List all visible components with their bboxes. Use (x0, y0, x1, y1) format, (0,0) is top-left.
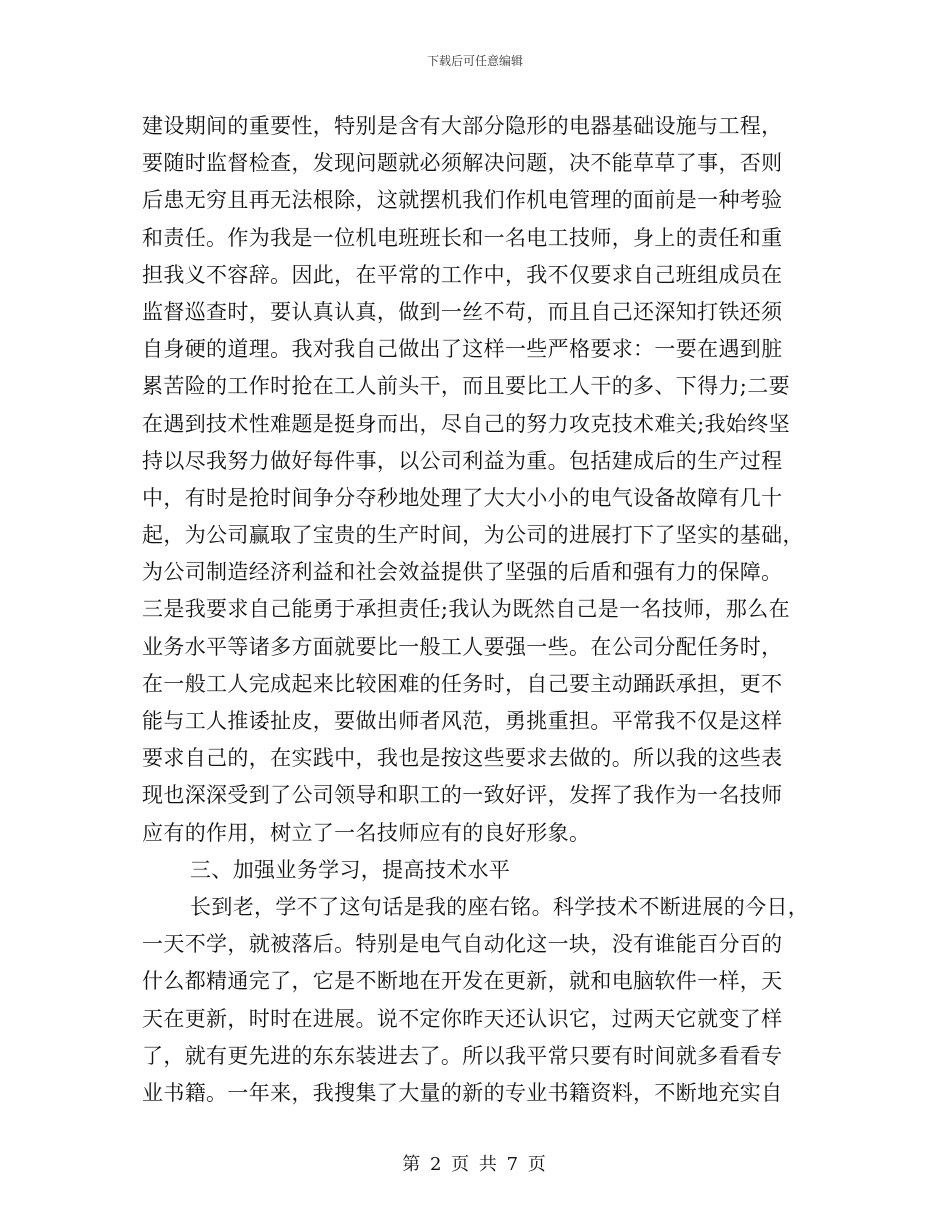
page-header: 下载后可任意编辑 (426, 54, 523, 68)
section-heading: 三、加强业务学习，提高技术水平 (190, 857, 511, 882)
body-line: 能与工人推诿扯皮，要做出师者风范，勇挑重担。平常我不仅是这样 (142, 709, 783, 733)
body-line: 监督巡查时，要认真认真，做到一丝不苟，而且自己还深知打铁还须 (142, 299, 783, 324)
body-line: 建设期间的重要性，特别是含有大部分隐形的电器基础设施与工程， (142, 114, 783, 138)
body-line: 要随时监督检查，发现问题就必须解决问题，决不能草草了事，否则 (142, 151, 783, 176)
page-number: 第 2 页 共 7 页 (402, 1154, 548, 1175)
document-body (142, 108, 812, 1112)
body-line: 了，就有更先进的东东装进去了。所以我平常只要有时间就多看看专 (142, 1043, 783, 1068)
body-line: 现也深深受到了公司领导和职工的一致好评，发挥了我作为一名技师 (142, 783, 783, 808)
body-line: 在一般工人完成起来比较困难的任务时，自己要主动踊跃承担，更不 (142, 671, 783, 696)
body-line: 在遇到技术性难题是挺身而出，尽自己的努力攻克技术难关;我始终坚 (142, 411, 790, 436)
body-line: 中，有时是抢时间争分夺秒地处理了大大小小的电气设备故障有几十 (142, 485, 783, 510)
body-line: 业务水平等诸多方面就要比一般工人要强一些。在公司分配任务时， (142, 634, 783, 659)
body-line: 什么都精通完了，它是不断地在开发在更新，就和电脑软件一样，天 (142, 969, 783, 994)
body-line: 一天不学，就被落后。特别是电气自动化这一块，没有谁能百分百的 (142, 932, 783, 957)
body-line: 三是我要求自己能勇于承担责任;我认为既然自己是一名技师，那么在 (142, 597, 790, 622)
body-line: 长到老，学不了这句话是我的座右铭。科学技术不断进展的今日， (190, 894, 810, 919)
body-line: 要求自己的，在实践中，我也是按这些要求去做的。所以我的这些表 (142, 746, 783, 771)
body-line: 和责任。作为我是一位机电班班长和一名电工技师，身上的责任和重 (142, 225, 783, 250)
body-line: 起，为公司赢取了宝贵的生产时间，为公司的进展打下了坚实的基础， (142, 523, 804, 548)
body-line: 天在更新，时时在进展。说不定你昨天还认识它，过两天它就变了样 (142, 1006, 783, 1031)
body-line: 持以尽我努力做好每件事，以公司利益为重。包括建成后的生产过程 (142, 448, 783, 473)
body-line: 累苦险的工作时抢在工人前头干，而且要比工人干的多、下得力;二要 (142, 374, 790, 399)
body-line: 业书籍。一年来，我搜集了大量的新的专业书籍资料，不断地充实自 (142, 1080, 783, 1105)
body-line: 自身硬的道理。我对我自己做出了这样一些严格要求：一要在遇到脏 (142, 337, 783, 362)
body-line: 为公司制造经济利益和社会效益提供了坚强的后盾和强有力的保障。 (142, 560, 783, 585)
body-line: 后患无穷且再无法根除，这就摆机我们作机电管理的面前是一种考验 (142, 188, 783, 213)
body-line: 担我义不容辞。因此，在平常的工作中，我不仅要求自己班组成员在 (142, 262, 783, 287)
body-line: 应有的作用，树立了一名技师应有的良好形象。 (142, 820, 591, 845)
